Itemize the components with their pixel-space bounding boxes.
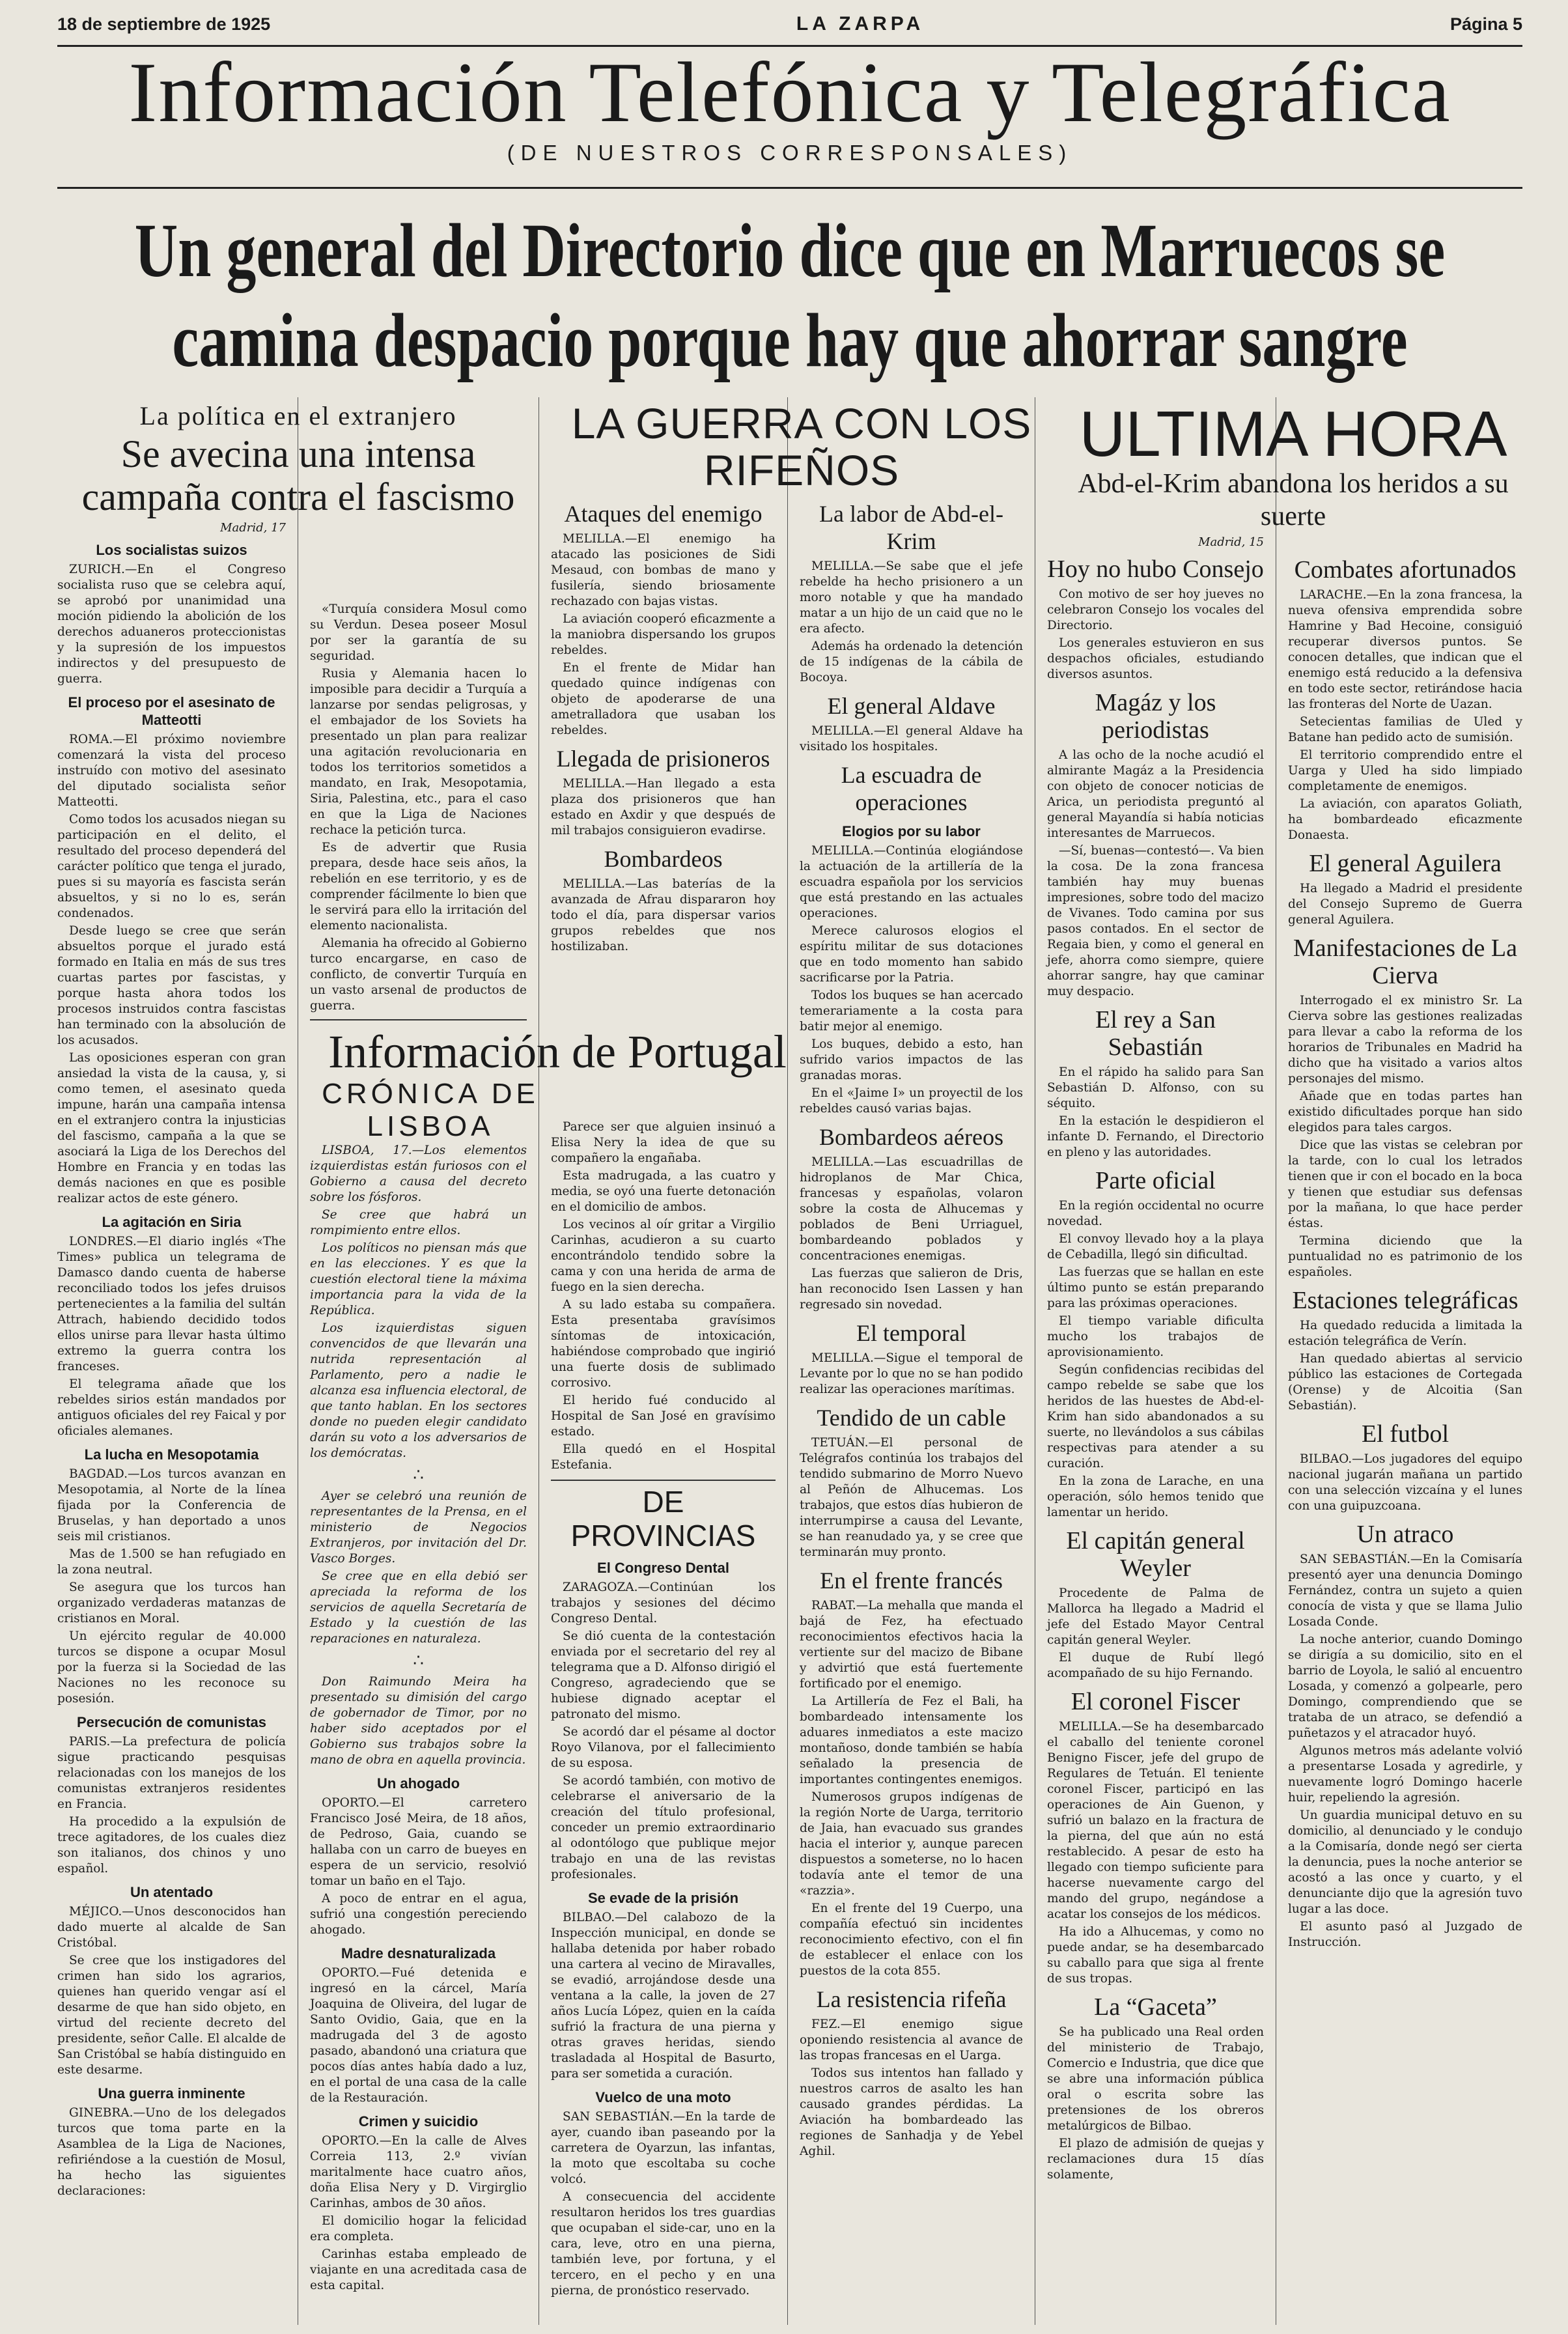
paragraph: Se ha publicado una Real orden del ministerio de Trabajo, Comercio e Industria, que dice que se abre una información pública oral o escrita sobre las pretensiones de los obreros metalúrgicos de Bilbao. xyxy=(1047,2025,1264,2133)
spacer xyxy=(551,957,776,1119)
paragraph: El duque de Rubí llegó acompañado de su hijo Fernando. xyxy=(1047,1651,1264,1680)
article-heading: Crimen y suicidio xyxy=(358,2113,479,2130)
ultima-deck: Abd-el-Krim abandona los heridos a su suerte xyxy=(1078,469,1509,531)
paragraph: Ha procedido a la expulsión de trece agitadores, de los cuales diez son italianos, dos chinos y uno español. xyxy=(57,1815,286,1876)
paragraph: A poco de entrar en el agua, sufrió una congestión pereciendo ahogado. xyxy=(310,1892,527,1937)
paragraph: Rusia y Alemania hacen lo imposible para decidir a Turquía a lanzarse por sendas peligrosas, y el embajador de los Soviets ha presentado un plan para realizar una agitación revolucionaria en todos los territorios sometidos a mandato, en Irak, Mesopotamia, Siria, Palestina, etc., para el caso en que la Liga de Naciones rechace la petición turca. xyxy=(310,667,527,837)
paragraph: PARIS.—La prefectura de policía sigue practicando pesquisas relacionadas con los manejos de los comunistas extranjeros residentes en Francia. xyxy=(57,1735,286,1811)
extranjero-title: Se avecina una intensa campaña contra el fascismo xyxy=(81,432,515,518)
portugal-cronica: CRÓNICA DE LISBOA xyxy=(322,1078,539,1142)
paragraph: Como todos los acusados niegan su participación en el delito, el resultado del proceso dependerá del carácter político que tenga el jurado, pues si su mayoría es fascista serán absueltos, y si no lo es, serán condenados. xyxy=(57,813,286,920)
article-heading: La labor de Abd-el-Krim xyxy=(819,501,1003,554)
masthead-title: Información Telefónica y Telegráfica xyxy=(128,44,1451,140)
page-header xyxy=(57,13,1522,47)
article-heading: Los socialistas suizos xyxy=(96,542,247,558)
paragraph: Los generales estuvieron en sus despachos oficiales, estudiando diversos asuntos. xyxy=(1047,636,1264,681)
guerra-title: LA GUERRA CON LOS RIFEÑOS xyxy=(571,399,1032,494)
article-heading: El rey a San Sebastián xyxy=(1095,1006,1216,1061)
paragraph: LISBOA, 17.—Los elementos izquierdistas están furiosos con el Gobierno a causa del decreto sobre los fósforos. xyxy=(310,1144,527,1204)
paragraph: Interrogado el ex ministro Sr. La Cierva sobre las gestiones realizadas para llevar a cabo la reforma de los horarios de Tribunales en Madrid ha dicho que ha visitado a varios altos personajes del mismo. xyxy=(1288,994,1522,1086)
paragraph: BILBAO.—Los jugadores del equipo nacional jugarán mañana un partido con una selección vizcaína y el lunes con una guipuzcoana. xyxy=(1288,1452,1522,1513)
paragraph: Se asegura que los turcos han organizado verdaderas matanzas de cristianos en Moral. xyxy=(57,1581,286,1625)
article-heading: El temporal xyxy=(856,1320,966,1346)
article-heading: Combates afortunados xyxy=(1294,556,1517,584)
paragraph: BAGDAD.—Los turcos avanzan en Mesopotamia, al Norte de la línea fijada por la Conferencia de Bruselas, y han deportado a unos seis mil cristianos. xyxy=(57,1467,286,1543)
article-heading: El general Aldave xyxy=(827,693,996,719)
article-heading: Hoy no hubo Consejo xyxy=(1047,555,1264,583)
article-heading: La escuadra de operaciones xyxy=(841,762,982,815)
paragraph: SAN SEBASTIÁN.—En la Comisaría presentó ayer una denuncia Domingo Fernández, contra un sujeto a quien conocía de vista y que se llama Julio Losada Conde. xyxy=(1288,1553,1522,1629)
article-heading: El general Aguilera xyxy=(1309,850,1502,877)
paragraph: Los izquierdistas siguen convencidos de que llevarán una nutrida representación al Parlamento, pero a nadie le alcanza esa influencia electoral, de que tanto hablan. En los sectores donde no pueden elegir candidato darán su voto a los adversarios de los demócratas. xyxy=(310,1321,527,1460)
paragraph: Ha llegado a Madrid el presidente del Consejo Supremo de Guerra general Aguilera. xyxy=(1288,882,1522,927)
dateline: Madrid, 17 xyxy=(220,521,286,535)
spacer xyxy=(310,400,527,602)
paragraph: ZARAGOZA.—Continúan los trabajos y sesiones del décimo Congreso Dental. xyxy=(551,1581,776,1625)
article-heading: Magáz y los periodistas xyxy=(1095,689,1216,744)
portugal-title: Información de Portugal xyxy=(328,1026,787,1078)
paragraph: El tiempo variable dificulta mucho los trabajos de aprovisionamiento. xyxy=(1047,1314,1264,1359)
paragraph: Don Raimundo Meira ha presentado su dimisión del cargo de gobernador de Timor, por no haber sido aceptados por el Gobierno sus trabajos sobre la mano de obra en aquella provincia. xyxy=(310,1675,527,1767)
article-heading: El proceso por el asesinato de Matteotti xyxy=(68,694,275,728)
paragraph: MELILLA.—Han llegado a esta plaza dos prisioneros que han estado en Axdir y que después de mil trabajos consiguieron evadirse. xyxy=(551,777,776,837)
paragraph: MELILLA.—Se sabe que el jefe rebelde ha hecho prisionero a un moro notable y que ha mandado matar a un hijo de un caid que no le era afecto. xyxy=(800,559,1023,636)
masthead-subtitle: (DE NUESTROS CORRESPONSALES) xyxy=(507,141,1073,165)
paragraph: «Turquía considera Mosul como su Verdun. Desea poseer Mosul por ser la garantía de su seguridad. xyxy=(310,602,527,663)
paragraph: SAN SEBASTIÁN.—En la tarde de ayer, cuando iban paseando por la carretera de Oyarzun, las infantas, la moto que escoltaba su coche volcó. xyxy=(551,2110,776,2186)
paragraph: Procedente de Palma de Mallorca ha llegado a Madrid el jefe del Estado Mayor Central capitán general Weyler. xyxy=(1047,1586,1264,1647)
paragraph: RABAT.—La mehalla que manda el bajá de Fez, ha efectuado reconocimientos efectivos hacia la vertiente sur del macizo de Bibane y advirtió que está fuertemente fortificado por el enemigo. xyxy=(800,1599,1023,1691)
article-heading: La “Gaceta” xyxy=(1094,1993,1217,2021)
article-heading: Madre desnaturalizada xyxy=(341,1945,496,1961)
paragraph: El asunto pasó al Juzgado de Instrucción. xyxy=(1288,1920,1522,1949)
paragraph: Mas de 1.500 se han refugiado en la zona neutral. xyxy=(57,1547,286,1577)
article-heading: El coronel Fiscer xyxy=(1071,1688,1240,1715)
paragraph: Las fuerzas que salieron de Dris, han reconocido Isen Lassen y han regresado sin novedad. xyxy=(800,1267,1023,1312)
separator-dots: ∴ xyxy=(413,1465,424,1485)
paragraph: Ayer se celebró una reunión de representantes de la Prensa, en el ministerio de Negocios Extranjeros, por invitación del Dr. Vasco Borges. xyxy=(310,1489,527,1566)
page-number: Página 5 xyxy=(1449,14,1522,34)
paragraph: Las fuerzas que se hallan en este último punto se están preparando para las próximas operaciones. xyxy=(1047,1265,1264,1310)
paragraph: OPORTO.—El carretero Francisco José Meira, de 18 años, de Pedroso, Gaia, cuando se hallaba con un carro de bueyes en espera de un servicio, resolvió tomar un baño en el Tajo. xyxy=(310,1796,527,1888)
article-heading: Ataques del enemigo xyxy=(564,501,763,527)
paragraph: Todos los buques se han acercado temerariamente a la costa para batir mejor al enemigo. xyxy=(800,989,1023,1033)
paragraph: El domicilio hogar la felicidad era completa. xyxy=(310,2214,527,2243)
paragraph: Es de advertir que Rusia prepara, desde hace seis años, la rebelión en ese territorio, y es de comprender fácilmente lo bien que le servirá para ello la irritación del elemento nacionalista. xyxy=(310,841,527,933)
paragraph: En la zona de Larache, en una operación, sólo hemos tenido que lamentar un herido. xyxy=(1047,1474,1264,1519)
paragraph: Las oposiciones esperan con gran ansiedad la vista de la causa, y, si como temen, el asesinato queda impune, harán una campaña intensa en el extranjero contra la injusticias del fascismo, campaña a la que se asociará la Liga de los Derechos del Hombre en Francia y en todas las demás naciones en que es posible realizar actos de este género. xyxy=(57,1051,286,1205)
article-heading: Una guerra inminente xyxy=(98,2085,245,2102)
divider xyxy=(310,1019,527,1020)
spacer xyxy=(1288,400,1522,550)
paragraph: Los vecinos al oír gritar a Virgilio Carinhas, acudieron a su cuarto encontrándolo tendido sobre la cama y con una herida de arma de fuego en la sien derecha. xyxy=(551,1218,776,1294)
paragraph: En la estación le despidieron el infante D. Fernando, el Directorio en pleno y las autoridades. xyxy=(1047,1114,1264,1159)
paragraph: Un guardia municipal detuvo en su domicilio, al denunciado y le condujo a la Comisaría, donde negó ser cierta la denuncia, pues la noche anterior se acostó a las once y cuarto, y el denunciante dijo que la agresión tuvo lugar a las doce. xyxy=(1288,1808,1522,1916)
paragraph: La noche anterior, cuando Domingo se dirigía a su domicilio, sito en el barrio de Loyola, le salió al encuentro Losada, y comenzó a golpearle, pero Domingo, comprendiendo que se trataba de un atraco, se defendió a puñetazos y el atracador huyó. xyxy=(1288,1633,1522,1740)
paragraph: La aviación cooperó eficazmente a la maniobra dispersando los grupos rebeldes. xyxy=(551,612,776,657)
paragraph: Un ejército regular de 40.000 turcos se dispone a ocupar Mosul por la fuerza si la Sociedad de las Naciones no les reconoce su posesión. xyxy=(57,1629,286,1706)
paragraph: El herido fué conducido al Hospital de San José en gravísimo estado. xyxy=(551,1394,776,1439)
paragraph: —Sí, buenas—contestó—. Va bien la cosa. De la zona francesa también hay muy buenas impresiones, sobre todo del macizo de Vivanes. Todo camina por sus pasos contados. En el sector de Regaia bien, y como el general en jefe, ahorra como siempre, quiere ahorrar sangre, hay que caminar muy despacio. xyxy=(1047,844,1264,998)
paragraph: Todos sus intentos han fallado y nuestros carros de asalto les han causado grandes pérdidas. La Aviación ha bombardeado las regiones de Sanhadja y de Yebel Aghil. xyxy=(800,2066,1023,2158)
article-heading: Un atentado xyxy=(130,1884,214,1900)
article-heading: El futbol xyxy=(1361,1420,1449,1448)
paragraph: La aviación, con aparatos Goliath, ha bombardeado eficazmente Donaesta. xyxy=(1288,797,1522,842)
article-heading: Un ahogado xyxy=(376,1775,460,1792)
article-heading: Estaciones telegráficas xyxy=(1292,1287,1519,1314)
paragraph: En el «Jaime I» un proyectil de los rebeldes causó varias bajas. xyxy=(800,1086,1023,1116)
paragraph: Añade que en todas partes han existido dificultades porque han sido elegidos para tales cargos. xyxy=(1288,1090,1522,1134)
main-headline: Un general del Directorio dice que en Marruecos se camina despacio porque hay que ahorrar sangre xyxy=(134,208,1446,383)
columns xyxy=(57,397,1522,2325)
paragraph: Numerosos grupos indígenas de la región Norte de Uarga, territorio de Jaia, han evacuado sus grandes hacia el interior y, aunque parecen dispuestos a someterse, no lo hacen todavía ante el temor de una «razzia». xyxy=(800,1790,1023,1898)
paragraph: Desde luego se cree que serán absueltos porque el jurado está formado en Italia en más de sus tres cuartas partes por fascistas, y porque hasta ahora todos los procesos instruidos contra fascistas han terminado con la absolución de los acusados. xyxy=(57,924,286,1047)
publication-name: LA ZARPA xyxy=(796,13,925,35)
paragraph: MELILLA.—El general Aldave ha visitado los hospitales. xyxy=(800,724,1023,753)
paragraph: Dice que las vistas se celebran por la tarde, con lo cual los letrados tienen que ir con el bocado en la boca y tienen que estudiar sus defensas por la mañana, lo que hace perder éstas. xyxy=(1288,1138,1522,1230)
paragraph: Ella quedó en el Hospital Estefania. xyxy=(551,1442,776,1472)
article-heading: Un atraco xyxy=(1356,1521,1454,1548)
spacer xyxy=(800,400,1023,494)
dateline: Madrid, 15 xyxy=(1198,535,1264,549)
article-heading: Tendido de un cable xyxy=(817,1405,1006,1431)
article-heading: El capitán general Weyler xyxy=(1066,1527,1245,1582)
paragraph: Los buques, debido a esto, han sufrido varios impactos de las granadas moras. xyxy=(800,1037,1023,1082)
article-heading: Vuelco de una moto xyxy=(595,2089,731,2105)
paragraph: Han quedado abiertas al servicio público las estaciones de Cortegada (Orense) y de Alcoitia (San Sebastián). xyxy=(1288,1352,1522,1413)
article-heading: Parte oficial xyxy=(1095,1167,1216,1194)
paragraph: En el frente del 19 Cuerpo, una compañía efectuó sin incidentes reconocimiento efectivo, con el fin de establecer el enlace con los puestos de la cota 855. xyxy=(800,1902,1023,1978)
paragraph: MÉJICO.—Unos desconocidos han dado muerte al alcalde de San Cristóbal. xyxy=(57,1905,286,1950)
paragraph: El plazo de admisión de quejas y reclamaciones dura 15 días solamente, xyxy=(1047,2137,1264,2182)
paragraph: FEZ.—El enemigo sigue oponiendo resistencia al avance de las tropas francesas en el Uarga. xyxy=(800,2018,1023,2062)
article-heading: La agitación en Siria xyxy=(102,1214,242,1230)
paragraph: OPORTO.—En la calle de Alves Correia 113, 2.º vivían maritalmente hace cuatro años, doña Elisa Nery y D. Virgirglio Carinhas, ambos de 30 años. xyxy=(310,2134,527,2210)
paragraph: El convoy llevado hoy a la playa de Cebadilla, llegó sin dificultad. xyxy=(1047,1232,1264,1261)
paragraph: Se acordó también, con motivo de celebrarse el aniversario de la creación del título profesional, conceder un premio extraordinario al odontólogo que publique mejor trabajo en una de las revistas profesionales. xyxy=(551,1774,776,1881)
paragraph: Se cree que habrá un rompimiento entre ellos. xyxy=(310,1208,527,1237)
article-heading: Manifestaciones de La Cierva xyxy=(1293,935,1517,989)
paragraph: Según confidencias recibidas del campo rebelde se sabe que los heridos de las huestes de Abd-el-Krim han sido abandonados a su suerte, no llevándolos a sus cábilas respectivas para atender a su curación. xyxy=(1047,1363,1264,1470)
paragraph: Se acordó dar el pésame al doctor Royo Vilanova, por el fallecimiento de su esposa. xyxy=(551,1725,776,1770)
paragraph: El territorio comprendido entre el Uarga y Uled ha sido limpiado completamente de enemigos. xyxy=(1288,748,1522,793)
paragraph: Se dió cuenta de la contestación enviada por el secretario del rey al telegrama que a D. Alfonso dirigió el Congreso, agradeciendo que se hubiese dignado aceptar el patronato del mismo. xyxy=(551,1629,776,1721)
article-heading: El Congreso Dental xyxy=(597,1560,729,1576)
paragraph: MELILLA.—Continúa elogiándose la actuación de la artillería de la escuadra española por los servicios que está prestando en las actuales operaciones. xyxy=(800,844,1023,920)
paragraph: Carinhas estaba empleado de viajante en una acreditada casa de esta capital. xyxy=(310,2247,527,2292)
paragraph: LONDRES.—El diario inglés «The Times» publica un telegrama de Damasco dando cuenta de haberse reconciliado todos los jefes druisos pertenecientes a la familia del sultán Attrach, habiendo decidido todos ellos unirse para llevar hasta último extremo la guerra contra los franceses. xyxy=(57,1235,286,1373)
article-heading: Persecución de comunistas xyxy=(77,1714,266,1730)
paragraph: A su lado estaba su compañera. Esta presentaba gravísimos síntomas de intoxicación, habiéndose comprobado que ingirió una fuerte dosis de sublimado corrosivo. xyxy=(551,1298,776,1390)
paragraph: Termina diciendo que la puntualidad no es patrimonio de los españoles. xyxy=(1288,1234,1522,1279)
paragraph: Se cree que en ella debió ser apreciada la reforma de los servicios de aquella Secretaría de Estado y la cuestión de las reparaciones en naturaleza. xyxy=(310,1569,527,1646)
article-heading: Bombardeos aéreos xyxy=(819,1124,1003,1150)
ultima-title: ULTIMA HORA xyxy=(1079,398,1507,470)
paragraph: MELILLA.—Se ha desembarcado el caballo del teniente coronel Benigno Fiscer, jefe del grupo de Regulares de Tetuán. El teniente coronel Fiscer, participó en las operaciones de Ain Guenon, y sufrió un balazo en la fractura de la pierna, del que aún no está restablecido. A pesar de esto ha llegado con tiempo suficiente para hacerse nuevamente cargo del mando del grupo, negándose a acatar los consejos de los médicos. xyxy=(1047,1720,1264,1921)
paragraph: Ha ido a Alhucemas, y como no puede andar, se ha desembarcado su caballo para que siga al frente de sus tropas. xyxy=(1047,1925,1264,1986)
paragraph: BILBAO.—Del calabozo de la Inspección municipal, en donde se hallaba detenida por haber robado una cartera al vecino de Miravalles, se evadió, arrojándose desde una ventana a la calle, la joven de 27 años Lucía López, quien en la caída sufrió la fractura de una pierna y otras graves heridas, siendo trasladada al Hospital de Basurto, para ser sometida a curación. xyxy=(551,1911,776,2081)
article-heading: Bombardeos xyxy=(604,846,723,872)
article-heading: En el frente francés xyxy=(820,1568,1003,1594)
paragraph: La Artillería de Fez el Bali, ha bombardeado intensamente los aduares inmediatos a este macizo montañoso, donde también se había señalado la presencia de importantes contingentes enemigos. xyxy=(800,1694,1023,1786)
article-heading: Se evade de la prisión xyxy=(587,1890,739,1906)
paragraph: Con motivo de ser hoy jueves no celebraron Consejo los vocales del Directorio. xyxy=(1047,587,1264,632)
paragraph: ROMA.—El próximo noviembre comenzará la vista del proceso instruído con motivo del asesinato del diputado socialista señor Matteotti. xyxy=(57,733,286,809)
column-6 xyxy=(1276,397,1522,2325)
paragraph: En el rápido ha salido para San Sebastián D. Alfonso, con su séquito. xyxy=(1047,1065,1264,1110)
article-subheading: Elogios por su labor xyxy=(842,823,981,839)
column-4 xyxy=(788,397,1035,2325)
paragraph: LARACHE.—En la zona francesa, la nueva ofensiva emprendida sobre Hamrine y Bad Hecoine, consiguió recuperar diversos puntos. Se conocen detalles, que indican que el enemigo está reducido a la defensiva en todo este sector, retirándose hacia las fronteras del Norte de Uazan. xyxy=(1288,588,1522,711)
paragraph: Ha quedado reducida a limitada la estación telegráfica de Verín. xyxy=(1288,1319,1522,1348)
provincias-title: DE PROVINCIAS xyxy=(551,1480,776,1553)
paragraph: TETUÁN.—El personal de Telégrafos continúa los trabajos del tendido submarino de Morro Nuevo al Peñón de Alhucemas. Los trabajos, que estos días hubieron de interrumpirse a causa del Levante, se han reanudado ya, y se cree que terminarán muy pronto. xyxy=(800,1436,1023,1559)
issue-date: 18 de septiembre de 1925 xyxy=(57,14,271,34)
paragraph: A las ocho de la noche acudió el almirante Magáz a la Presidencia con objeto de conocer noticias de Arica, un periodista preguntó al general Mayandía si había noticias interesantes de Marruecos. xyxy=(1047,748,1264,840)
article-heading: La lucha en Mesopotamia xyxy=(84,1446,259,1463)
paragraph: MELILLA.—Las baterías de la avanzada de Afrau dispararon hoy todo el día, para dispersar varios grupos rebeldes que nos hostilizaban. xyxy=(551,877,776,953)
paragraph: GINEBRA.—Uno de los delegados turcos que toma parte en la Asamblea de la Liga de Naciones, refiriéndose a la cuestión de Mosul, ha hecho las siguientes declaraciones: xyxy=(57,2106,286,2198)
paragraph: Parece ser que alguien insinuó a Elisa Nery la idea de que su compañero la engañaba. xyxy=(551,1120,776,1165)
paragraph: OPORTO.—Fué detenida e ingresó en la cárcel, María Joaquina de Oliveira, del lugar de Santo Ovidio, Gaia, que en la madrugada del 3 de agosto pasado, abandonó una criatura que pocos días antes había dado a luz, en el portal de una casa de la calle de la Restauración. xyxy=(310,1966,527,2105)
paragraph: En el frente de Midar han quedado quince indígenas con objeto de apoderarse de una ametralladora que usaban los rebeldes. xyxy=(551,661,776,737)
paragraph: Se cree que los instigadores del crimen han sido los agrarios, quienes han querido vengar así el desarme de que han sido objeto, en virtud del reciente decreto del presidente, señor Calle. El alcalde de San Cristóbal se había distinguido en este desarme. xyxy=(57,1954,287,2077)
paragraph: A consecuencia del accidente resultaron heridos los tres guardias que ocupaban el side-car, uno en la cara, leve, otro en una pierna, también leve, por fortuna, y el tercero, en el pecho y en una pierna, de pronóstico reservado. xyxy=(551,2190,776,2298)
paragraph: En la región occidental no ocurre novedad. xyxy=(1047,1199,1264,1228)
article-heading: Llegada de prisioneros xyxy=(556,746,770,772)
article-heading: La resistencia rifeña xyxy=(816,1986,1007,2012)
paragraph: Además ha ordenado la detención de 15 indígenas de la cábila de Bocoya. xyxy=(800,640,1023,684)
masthead xyxy=(57,44,1522,189)
paragraph: Esta madrugada, a las cuatro y media, se oyó una fuerte detonación en el domicilio de ambos. xyxy=(551,1169,776,1214)
extranjero-kicker: La política en el extranjero xyxy=(139,401,457,430)
paragraph: MELILLA.—El enemigo ha atacado las posiciones de Sidi Mesaud, con bombas de mano y fusilería, siendo briosamente rechazado con bajas vistas. xyxy=(551,532,776,608)
paragraph: MELILLA.—Las escuadrillas de hidroplanos de Mar Chica, francesas y españolas, volaron sobre la costa de Alhucemas y poblados de Beni Urriaguel, bombardeando poblados y concentraciones enemigas. xyxy=(800,1155,1023,1263)
paragraph: ZURICH.—En el Congreso socialista ruso que se celebra aquí, se aprobó por unanimidad una moción pidiendo la abolición de los derechos aduaneros proteccionistas y la supresión de los impuestos indirectos y del presupuesto de guerra. xyxy=(57,563,286,686)
paragraph: Merece calurosos elogios el espíritu militar de sus dotaciones que en todo momento han sabido sacrificarse por la Patria. xyxy=(800,924,1023,985)
paragraph: El telegrama añade que los rebeldes sirios están mandados por antiguos oficiales del rey Faical y por oficiales alemanes. xyxy=(57,1377,286,1438)
paragraph: MELILLA.—Sigue el temporal de Levante por lo que no se han podido realizar las operaciones marítimas. xyxy=(800,1351,1023,1396)
separator-dots: ∴ xyxy=(413,1651,424,1670)
paragraph: Los políticos no piensan más que en las elecciones. Y es que la cuestión electoral tiene la máxima importancia para la vida de la República. xyxy=(310,1241,527,1317)
paragraph: Algunos metros más adelante volvió a presentarse Losada y agredirle, y nuevamente logró Domingo hacerle huir, repeliendo la agresión. xyxy=(1288,1744,1522,1805)
paragraph: Setecientas familias de Uled y Batane han pedido acto de sumisión. xyxy=(1288,715,1522,744)
paragraph: Alemania ha ofrecido al Gobierno turco encargarse, en caso de conflicto, de convertir Turquía en un vasto arsenal de productos de guerra. xyxy=(310,936,527,1013)
